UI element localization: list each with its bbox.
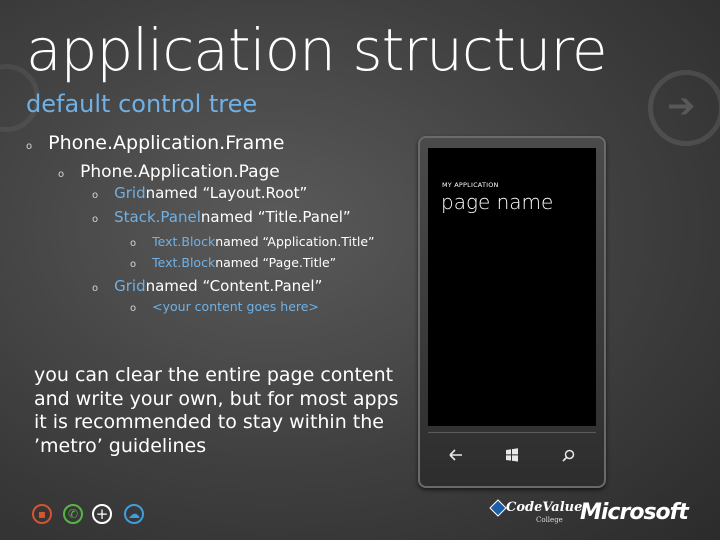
bullet-icon: o	[92, 214, 99, 225]
tree-item-page	[58, 162, 280, 182]
bullet-icon: o	[130, 238, 137, 249]
slide-note: you can clear the entire page content and write your own, but for most apps it is recommended to stay within the ’metro’ guidelines	[34, 364, 399, 457]
search-button[interactable]	[548, 438, 588, 472]
tree-item-layout-root	[92, 184, 307, 202]
bullet-icon: o	[58, 169, 65, 180]
office-icon[interactable]: ▪	[32, 504, 52, 524]
tree-item-label: named “Application.Title”	[215, 234, 375, 249]
tree-item-type: Text.Block	[152, 234, 216, 249]
bullet-icon: o	[26, 141, 33, 152]
tree-item-app-title	[130, 234, 375, 249]
bullet-icon: o	[130, 303, 137, 314]
plus-icon[interactable]: +	[92, 504, 112, 524]
back-icon	[449, 449, 463, 461]
tree-item-type: Grid	[114, 184, 146, 202]
arrow-right-icon: ➔	[667, 86, 696, 126]
slide-subtitle: default control tree	[26, 90, 258, 118]
tree-item-content-placeholder	[130, 299, 319, 314]
tree-item-label: Phone.Application.Page	[80, 162, 280, 182]
codevalue-logo-sub: College	[536, 516, 563, 524]
cloud-icon[interactable]: ☁	[124, 504, 144, 524]
tree-item-type: Stack.Panel	[114, 208, 201, 226]
back-button[interactable]	[436, 438, 476, 472]
phone-screen	[428, 148, 596, 426]
tree-item-label: named “Content.Panel”	[145, 277, 323, 295]
tree-item-type: Grid	[114, 277, 146, 295]
slide-title: application structure	[26, 16, 607, 84]
search-icon	[562, 449, 575, 462]
phone-hardware-buttons	[428, 432, 596, 477]
tree-item-label: named “Title.Panel”	[200, 208, 351, 226]
bullet-icon: o	[92, 190, 99, 201]
codevalue-logo	[488, 494, 583, 528]
next-arrow-button[interactable]	[648, 70, 720, 146]
phone-icon[interactable]: ✆	[63, 504, 83, 524]
phone-mockup	[418, 136, 606, 488]
bullet-icon: o	[92, 283, 99, 294]
bullet-icon: o	[130, 259, 137, 270]
tree-item-frame	[26, 132, 284, 154]
tree-item-content-panel	[92, 277, 322, 295]
phone-page-title: page name	[441, 190, 554, 214]
tree-item-title-panel	[92, 208, 351, 226]
tree-item-label: Phone.Application.Frame	[48, 132, 285, 154]
codevalue-mark-icon	[488, 498, 508, 518]
microsoft-logo: Microsoft	[580, 500, 688, 525]
tree-item-label: named “Layout.Root”	[145, 184, 308, 202]
codevalue-logo-text: CodeValue	[506, 500, 583, 515]
tree-item-type: Text.Block	[152, 255, 216, 270]
tree-item-label: named “Page.Title”	[215, 255, 337, 270]
tree-item-label: <your content goes here>	[152, 299, 319, 314]
phone-app-title: MY APPLICATION	[442, 181, 499, 189]
tree-item-page-title	[130, 255, 336, 270]
windows-icon	[505, 448, 519, 462]
start-button[interactable]	[492, 438, 532, 472]
